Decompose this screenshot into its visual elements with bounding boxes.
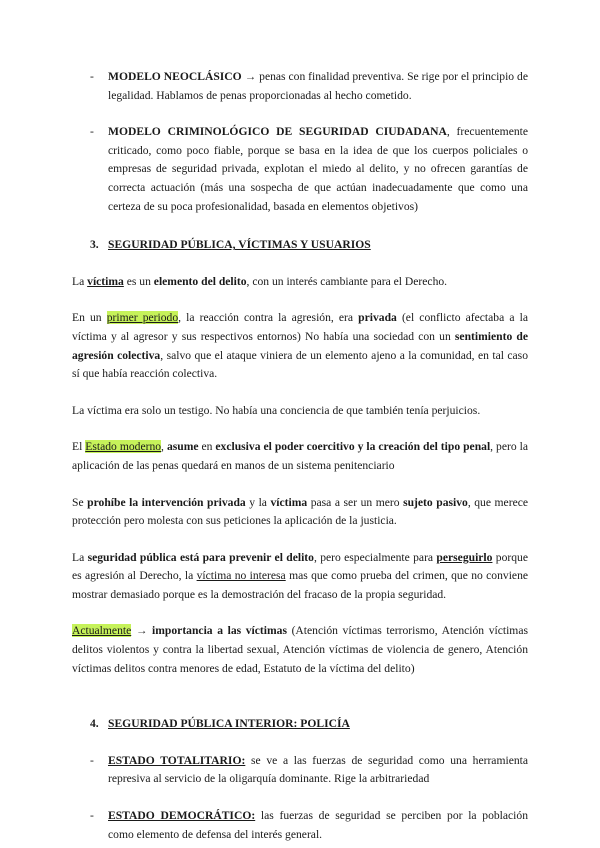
bold-term: asume	[166, 440, 199, 454]
text: , con un interés cambiante para el Derecho.	[246, 274, 448, 288]
bullet-estado-democratico	[72, 807, 528, 844]
bullet-title: ESTADO TOTALITARIO:	[108, 753, 246, 767]
text: ,	[161, 440, 167, 454]
paragraph-victima	[72, 273, 528, 292]
bold-term: prohíbe la intervención privada	[87, 495, 246, 509]
bold-term: privada	[358, 311, 397, 325]
paragraph-estado-moderno	[72, 438, 528, 475]
text: El	[72, 440, 86, 454]
bullet-text: se ve a las fuerzas de seguridad como una herramienta represiva al servicio de la oligarquía dominante. Rige la arbitrariedad	[108, 753, 529, 786]
text: La	[72, 274, 88, 288]
bullet-title: MODELO CRIMINOLÓGICO DE SEGURIDAD CIUDADANA	[108, 125, 447, 139]
bold-term: seguridad pública está para prevenir el delito	[87, 550, 314, 564]
paragraph-primer-periodo	[72, 309, 528, 383]
bold-term: víctima	[270, 495, 308, 509]
document-page	[72, 68, 528, 844]
dash-marker: -	[90, 809, 94, 823]
arrow-symbol: →	[135, 624, 148, 638]
section-number: 4.	[90, 717, 99, 731]
paragraph-seguridad-publica	[72, 549, 528, 605]
bullet-modelo-neoclasico	[72, 68, 528, 105]
bullet-text: , frecuentemente criticado, como poco fiable, porque se basa en la idea de que los cuerpos policiales o empresas de seguridad privada, explotan el miedo al delito, y no ofrecen garantías de correcta actuación (más una sospecha de que actúan inadecuadamente que como una certeza de su poca profesionalidad, basada en elementos objetivos)	[108, 125, 528, 213]
text: , que merece protección pero molesta con sus peticiones la aplicación de la justicia.	[72, 495, 529, 528]
dash-marker: -	[90, 70, 94, 83]
bold-term: exclusiva el poder coercitivo y la creación del tipo penal	[215, 440, 491, 454]
dash-marker: -	[90, 753, 94, 767]
text: pasa a ser un mero	[307, 495, 404, 509]
section-number: 3.	[90, 238, 99, 252]
bullet-title: MODELO NEOCLÁSICO	[108, 70, 242, 83]
text: , pero especialmente para	[313, 550, 437, 564]
bold-term: importancia a las víctimas	[152, 624, 287, 638]
text: (Atención víctimas terrorismo, Atención víctimas delitos violentos y contra la libertad sexual, Atención víctimas de violencia de genero, Atención víctimas delitos contra menores de edad, Estatuto de la víctima del delito)	[72, 624, 528, 675]
paragraph-prohibe	[72, 494, 528, 531]
bold-term: elemento del delito	[153, 274, 247, 288]
highlighted-term: primer periodo	[106, 311, 179, 325]
text: mas que como prueba del crimen, que no conviene mostrar demasiado porque es la demostración del fracaso de la propia seguridad.	[72, 569, 529, 601]
text: Se	[72, 495, 88, 509]
highlighted-term: Estado moderno	[85, 440, 162, 454]
bold-term: sentimiento de agresión colectiva	[72, 329, 529, 362]
highlighted-term: Actualmente	[72, 624, 132, 638]
paragraph-actualmente	[72, 622, 528, 678]
bullet-text: las fuerzas de seguridad se perciben por la población como elemento de defensa del interés general.	[108, 809, 528, 841]
text: , pero la aplicación de las penas quedará en manos de un sistema penitenciario	[72, 440, 528, 472]
paragraph-testigo: La víctima era solo un testigo. No había una conciencia de que también tenía perjuicios.	[72, 403, 481, 417]
text: (el conflicto afectaba a la víctima y al agresor y sus respectivos entornos) No había una sociedad con un	[72, 311, 528, 343]
bullet-title: ESTADO DEMOCRÁTICO:	[108, 809, 256, 823]
text: La	[72, 550, 88, 564]
underlined-term: perseguirlo	[436, 550, 493, 564]
section-heading-4	[72, 715, 528, 734]
bold-term: sujeto pasivo	[403, 495, 468, 509]
bullet-text: penas con finalidad preventiva. Se rige por el principio de legalidad. Hablamos de penas proporcionadas al hecho cometido.	[108, 70, 528, 102]
section-title: SEGURIDAD PÚBLICA, VÍCTIMAS Y USUARIOS	[108, 238, 371, 252]
text: en	[198, 440, 216, 454]
underlined-term: víctima no interesa	[196, 569, 286, 583]
section-heading-3	[72, 236, 528, 255]
arrow-symbol: →	[244, 70, 257, 83]
section-title: SEGURIDAD PÚBLICA INTERIOR: POLICÍA	[108, 717, 350, 731]
text: , salvo que el ataque viniera de un elemento ajeno a la comunidad, en tal caso sí que había reacción colectiva.	[72, 348, 528, 381]
text: , la reacción contra la agresión, era	[178, 311, 359, 325]
dash-marker: -	[90, 125, 94, 139]
text: En un	[72, 311, 107, 325]
text: es un	[123, 274, 154, 288]
text: y la	[245, 495, 271, 509]
bullet-modelo-criminologico	[72, 123, 528, 216]
underlined-term: víctima	[87, 274, 124, 288]
text: porque es agresión al Derecho, la	[72, 550, 528, 583]
bullet-estado-totalitario	[72, 752, 528, 789]
